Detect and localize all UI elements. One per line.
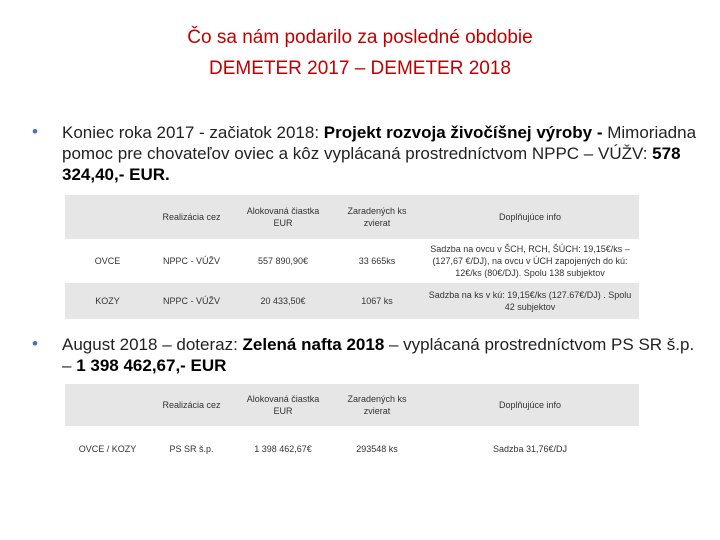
support-table-1 (65, 195, 639, 319)
table-cell: OVCE (65, 239, 150, 283)
bullet-text-1 (62, 122, 702, 185)
bullet1-amount: 578 324,40,- EUR. (62, 144, 681, 184)
table-cell: 293548 ks (333, 426, 421, 472)
bullet-marker-1: • (32, 122, 38, 141)
table2-header-cell (65, 384, 150, 426)
bullet2-part-c: – vyplácaná prostredníctvom PS SR š.p. – (62, 335, 695, 375)
title-line-2: DEMETER 2017 – DEMETER 2018 (208, 58, 511, 79)
table1-header-cell: Doplňujúce info (421, 195, 639, 239)
table-cell: 20 433,50€ (233, 283, 333, 319)
bullet1-part-c: Mimoriadna pomoc pre chovateľov oviec a kôz vyplácaná prostredníctvom NPPC – VÚŽV: (62, 123, 697, 163)
table-cell: NPPC - VÚŽV (150, 239, 233, 283)
table-row (65, 239, 639, 283)
table-cell: Sadzba na ovcu v ŠCH, RCH, ŠÚCH: 19,15€/ks – (127,67 €/DJ), na ovcu v ÚCH zapojených do kú: 12€/ks (80€/DJ). Spolu 138 subjektov (421, 239, 639, 283)
table1-header-row (65, 195, 639, 239)
table2-header-cell: Zaradených ks zvierat (333, 384, 421, 426)
table-cell: KOZY (65, 283, 150, 319)
table1-header-cell: Realizácia cez (150, 195, 233, 239)
bullet1-part-a: Koniec roka 2017 - začiatok 2018: (62, 123, 324, 142)
support-table-2 (65, 384, 639, 472)
table-row (65, 426, 639, 472)
table-row (65, 283, 639, 319)
table-cell: 1 398 462,67€ (233, 426, 333, 472)
table2-header-cell: Doplňujúce info (421, 384, 639, 426)
table-cell: 33 665ks (333, 239, 421, 283)
table-cell: PS SR š.p. (150, 426, 233, 472)
table1-header-cell: Zaradených ks zvierat (333, 195, 421, 239)
table2-header-cell: Realizácia cez (150, 384, 233, 426)
bullet2-amount: 1 398 462,67,- EUR (76, 356, 227, 375)
table-cell: Sadzba 31,76€/DJ (421, 426, 639, 472)
table2-header-row (65, 384, 639, 426)
table-cell: OVCE / KOZY (65, 426, 150, 472)
bullet-text-2 (62, 334, 702, 376)
table-cell: 1067 ks (333, 283, 421, 319)
table2-header-cell: Alokovaná čiastka EUR (233, 384, 333, 426)
bullet2-part-a: August 2018 – doteraz: (62, 335, 243, 354)
title-line-1: Čo sa nám podarilo za posledné obdobie (187, 27, 533, 48)
table-cell: NPPC - VÚŽV (150, 283, 233, 319)
table-cell: 557 890,90€ (233, 239, 333, 283)
table1-header-cell (65, 195, 150, 239)
table1-header-cell: Alokovaná čiastka EUR (233, 195, 333, 239)
bullet2-program-name: Zelená nafta 2018 (242, 335, 385, 354)
slide-title (0, 22, 720, 84)
bullet1-project-name: Projekt rozvoja živočíšnej výroby - (323, 123, 603, 142)
table-cell: Sadzba na ks v kú: 19,15€/ks (127.67€/DJ) . Spolu 42 subjektov (421, 283, 639, 319)
bullet-marker-2: • (32, 334, 38, 353)
